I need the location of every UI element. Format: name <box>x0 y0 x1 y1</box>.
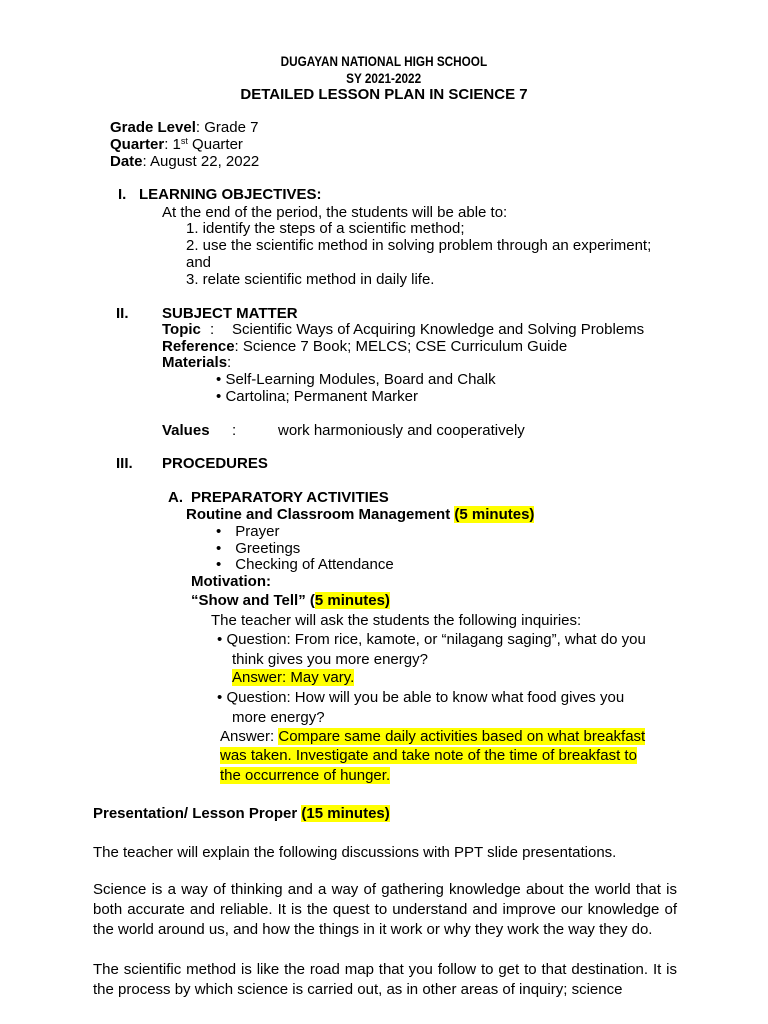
answer-1: Answer: May vary. <box>232 669 355 686</box>
school-year: SY 2021-2022 <box>346 70 422 86</box>
topic-sep: : <box>210 321 215 338</box>
paragraph-scientific-method: The scientific method is like the road map that you follow to get to that destination. It is the process by which science is carried out, as in other areas of inquiry; science <box>93 961 677 998</box>
objective-item-2: 2. use the scientific method in solving problem through an experiment; <box>186 237 652 254</box>
question-2-cont: more energy? <box>232 709 325 726</box>
document-title: DETAILED LESSON PLAN IN SCIENCE 7 <box>240 86 528 103</box>
prep-heading: PREPARATORY ACTIVITIES <box>191 489 389 506</box>
quarter: Quarter: 1st Quarter <box>110 136 243 153</box>
materials-label: Materials: <box>162 354 232 371</box>
topic-label: Topic <box>162 321 201 338</box>
answer-2-cont-2: the occurrence of hunger. <box>220 767 391 784</box>
answer-2: Answer: Compare same daily activities based on what breakfast <box>220 728 646 745</box>
material-item-2: • Cartolina; Permanent Marker <box>216 388 418 405</box>
procedures-numeral: III. <box>116 455 133 472</box>
question-2: • Question: How will you be able to know what food gives you <box>217 689 624 706</box>
answer-2-cont-1: was taken. Investigate and take note of the time of breakfast to <box>220 747 637 764</box>
objectives-intro: At the end of the period, the students will be able to: <box>162 204 508 221</box>
grade-level: Grade Level: Grade 7 <box>110 119 259 136</box>
objective-item-1: 1. identify the steps of a scientific method; <box>186 220 465 237</box>
values-sep: : <box>232 422 237 439</box>
values-value: work harmoniously and cooperatively <box>278 422 525 439</box>
subject-heading: SUBJECT MATTER <box>162 305 298 322</box>
presentation-intro: The teacher will explain the following discussions with PPT slide presentations. <box>93 844 617 861</box>
paragraph-science: Science is a way of thinking and a way of gathering knowledge about the world that is both accurate and reliable. It is the quest to understand and improve our knowledge of the world around us, and how the things in it work or why they work the way they do. <box>93 881 677 938</box>
values-label: Values <box>162 422 210 439</box>
procedures-heading: PROCEDURES <box>162 455 268 472</box>
presentation-heading: Presentation/ Lesson Proper (15 minutes) <box>93 805 390 822</box>
topic-value: Scientific Ways of Acquiring Knowledge and Solving Problems <box>232 321 645 338</box>
objective-item-3: 3. relate scientific method in daily life. <box>186 271 435 288</box>
inquiry-intro: The teacher will ask the students the following inquiries: <box>211 612 582 629</box>
objectives-heading: LEARNING OBJECTIVES: <box>139 186 322 203</box>
school-name: DUGAYAN NATIONAL HIGH SCHOOL <box>280 53 488 69</box>
objective-item-2-cont: and <box>186 254 212 271</box>
reference: Reference: Science 7 Book; MELCS; CSE Curriculum Guide <box>162 338 568 355</box>
material-item-1: • Self-Learning Modules, Board and Chalk <box>216 371 496 388</box>
routine-item-greetings: • Greetings <box>216 540 300 557</box>
routine-item-attendance: • Checking of Attendance <box>216 556 394 573</box>
prep-letter: A. <box>168 489 183 506</box>
routine-item-prayer: • Prayer <box>216 523 279 540</box>
motivation-label: Motivation: <box>191 573 271 590</box>
routine-heading: Routine and Classroom Management (5 minutes) <box>186 506 535 523</box>
subject-numeral: II. <box>116 305 129 322</box>
objectives-numeral: I. <box>118 186 127 203</box>
question-1-cont: think gives you more energy? <box>232 651 428 668</box>
question-1: • Question: From rice, kamote, or “nilagang saging”, what do you <box>217 631 646 648</box>
show-and-tell-heading: “Show and Tell” (5 minutes) <box>191 592 390 609</box>
date: Date: August 22, 2022 <box>110 153 260 170</box>
